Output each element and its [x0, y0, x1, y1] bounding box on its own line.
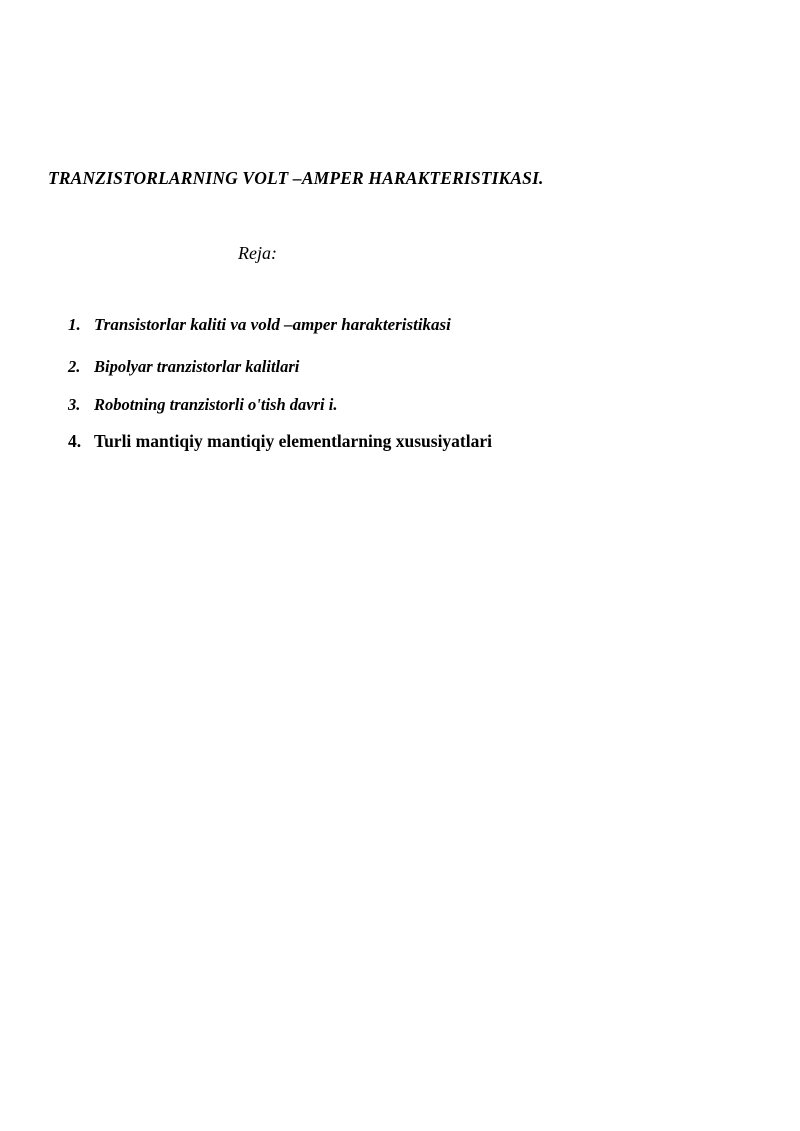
list-item [68, 395, 688, 415]
plan-heading: Reja: [238, 243, 277, 263]
list-item-label: Bipolyar tranzistorlar kalitlari [94, 357, 300, 376]
list-item-number: 1. [68, 315, 81, 334]
list-item-number: 2. [68, 357, 81, 376]
list-item-label: Robotning tranzistorli o'tish davri i. [94, 395, 338, 414]
page-title: TRANZISTORLARNING VOLT –AMPER HARAKTERISTIKASI. [48, 168, 544, 188]
list-item-number: 4. [68, 431, 82, 451]
list-item-number: 3. [68, 395, 81, 414]
list-item [68, 431, 688, 452]
plan-list [68, 315, 688, 452]
list-item-label: Transistorlar kaliti va vold –amper harakteristikasi [94, 315, 451, 334]
list-item [68, 315, 688, 335]
list-item [68, 357, 688, 377]
list-item-label: Turli mantiqiy mantiqiy elementlarning xususiyatlari [94, 431, 493, 451]
